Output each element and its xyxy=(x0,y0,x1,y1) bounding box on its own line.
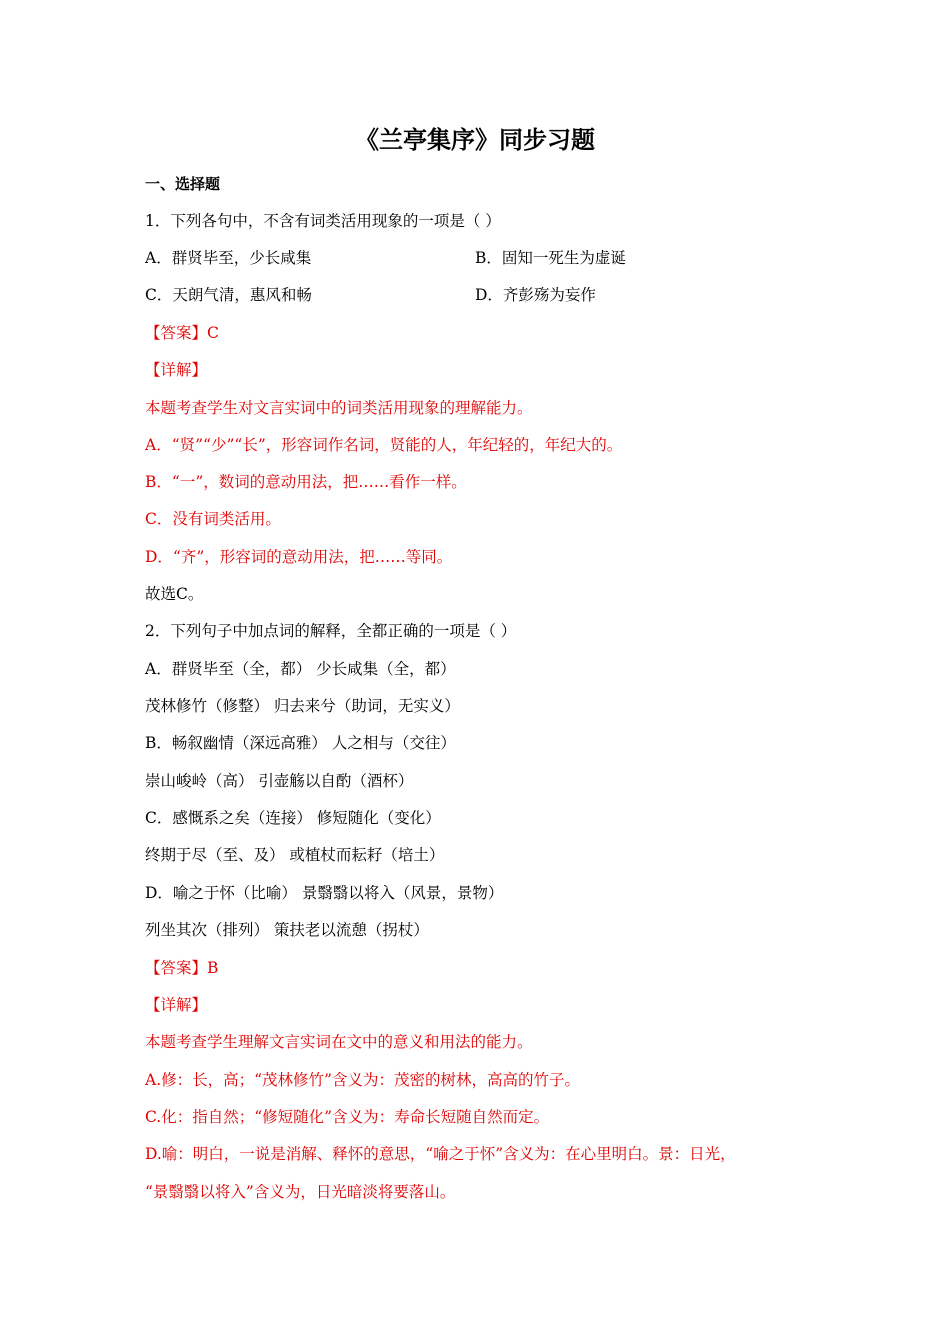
q1-conclusion: 故选C。 xyxy=(145,585,204,603)
q2-explain-line: C.化：指自然；“修短随化”含义为：寿命长短随自然而定。 xyxy=(145,1108,550,1126)
q2-explain-line: D.喻：明白，一说是消解、释怀的意思，“喻之于怀”含义为：在心里明白。景：日光， xyxy=(145,1145,736,1163)
q1-explain-line: 本题考查学生对文言实词中的词类活用现象的理解能力。 xyxy=(145,399,533,417)
q2-detail-label: 【详解】 xyxy=(145,996,208,1014)
q2-option-line: 终期于尽（至、及） 或植杖而耘耔（培土） xyxy=(145,846,445,864)
q2-explain-line: 本题考查学生理解文言实词在文中的意义和用法的能力。 xyxy=(145,1033,533,1051)
question-1-stem: 1．下列各句中，不含有词类活用现象的一项是（ ） xyxy=(145,212,501,230)
q1-answer: 【答案】C xyxy=(145,324,219,342)
q2-option-line: 列坐其次（排列） 策扶老以流憩（拐杖） xyxy=(145,921,429,939)
q1-detail-label: 【详解】 xyxy=(145,361,208,379)
q2-answer: 【答案】B xyxy=(145,959,219,977)
q1-option-a: A．群贤毕至，少长咸集 xyxy=(145,249,312,267)
q2-option-line: B．畅叙幽情（深远高雅） 人之相与（交往） xyxy=(145,734,456,752)
q1-explain-line: A．“贤”“少”“长”，形容词作名词，贤能的人，年纪轻的，年纪大的。 xyxy=(145,436,623,454)
q2-option-line: C．感慨系之矣（连接） 修短随化（变化） xyxy=(145,809,441,827)
q2-option-line: D．喻之于怀（比喻） 景翳翳以将入（风景，景物） xyxy=(145,884,504,902)
section-heading: 一、选择题 xyxy=(145,175,221,193)
q1-option-c: C．天朗气清，惠风和畅 xyxy=(145,286,312,304)
q2-option-line: 茂林修竹（修整） 归去来兮（助词，无实义） xyxy=(145,697,460,715)
q1-option-d: D．齐彭殇为妄作 xyxy=(475,286,596,304)
q2-option-line: 崇山峻岭（高） 引壶觞以自酌（酒杯） xyxy=(145,772,414,790)
q2-option-line: A．群贤毕至（全，都） 少长咸集（全，都） xyxy=(145,660,456,678)
q2-explain-line: A.修：长，高；“茂林修竹”含义为：茂密的树林，高高的竹子。 xyxy=(145,1071,580,1089)
question-2-stem: 2．下列句子中加点词的解释，全都正确的一项是（ ） xyxy=(145,622,517,640)
q1-explain-line: C．没有词类活用。 xyxy=(145,510,281,528)
q1-option-b: B．固知一死生为虚诞 xyxy=(475,249,626,267)
document-title: 《兰亭集序》同步习题 xyxy=(355,126,595,154)
q1-explain-line: B．“一”，数词的意动用法，把……看作一样。 xyxy=(145,473,467,491)
q1-explain-line: D．“齐”，形容词的意动用法，把……等同。 xyxy=(145,548,453,566)
q2-explain-line: “景翳翳以将入”含义为，日光暗淡将要落山。 xyxy=(145,1183,456,1201)
question-1-options-row-1 xyxy=(145,247,311,269)
